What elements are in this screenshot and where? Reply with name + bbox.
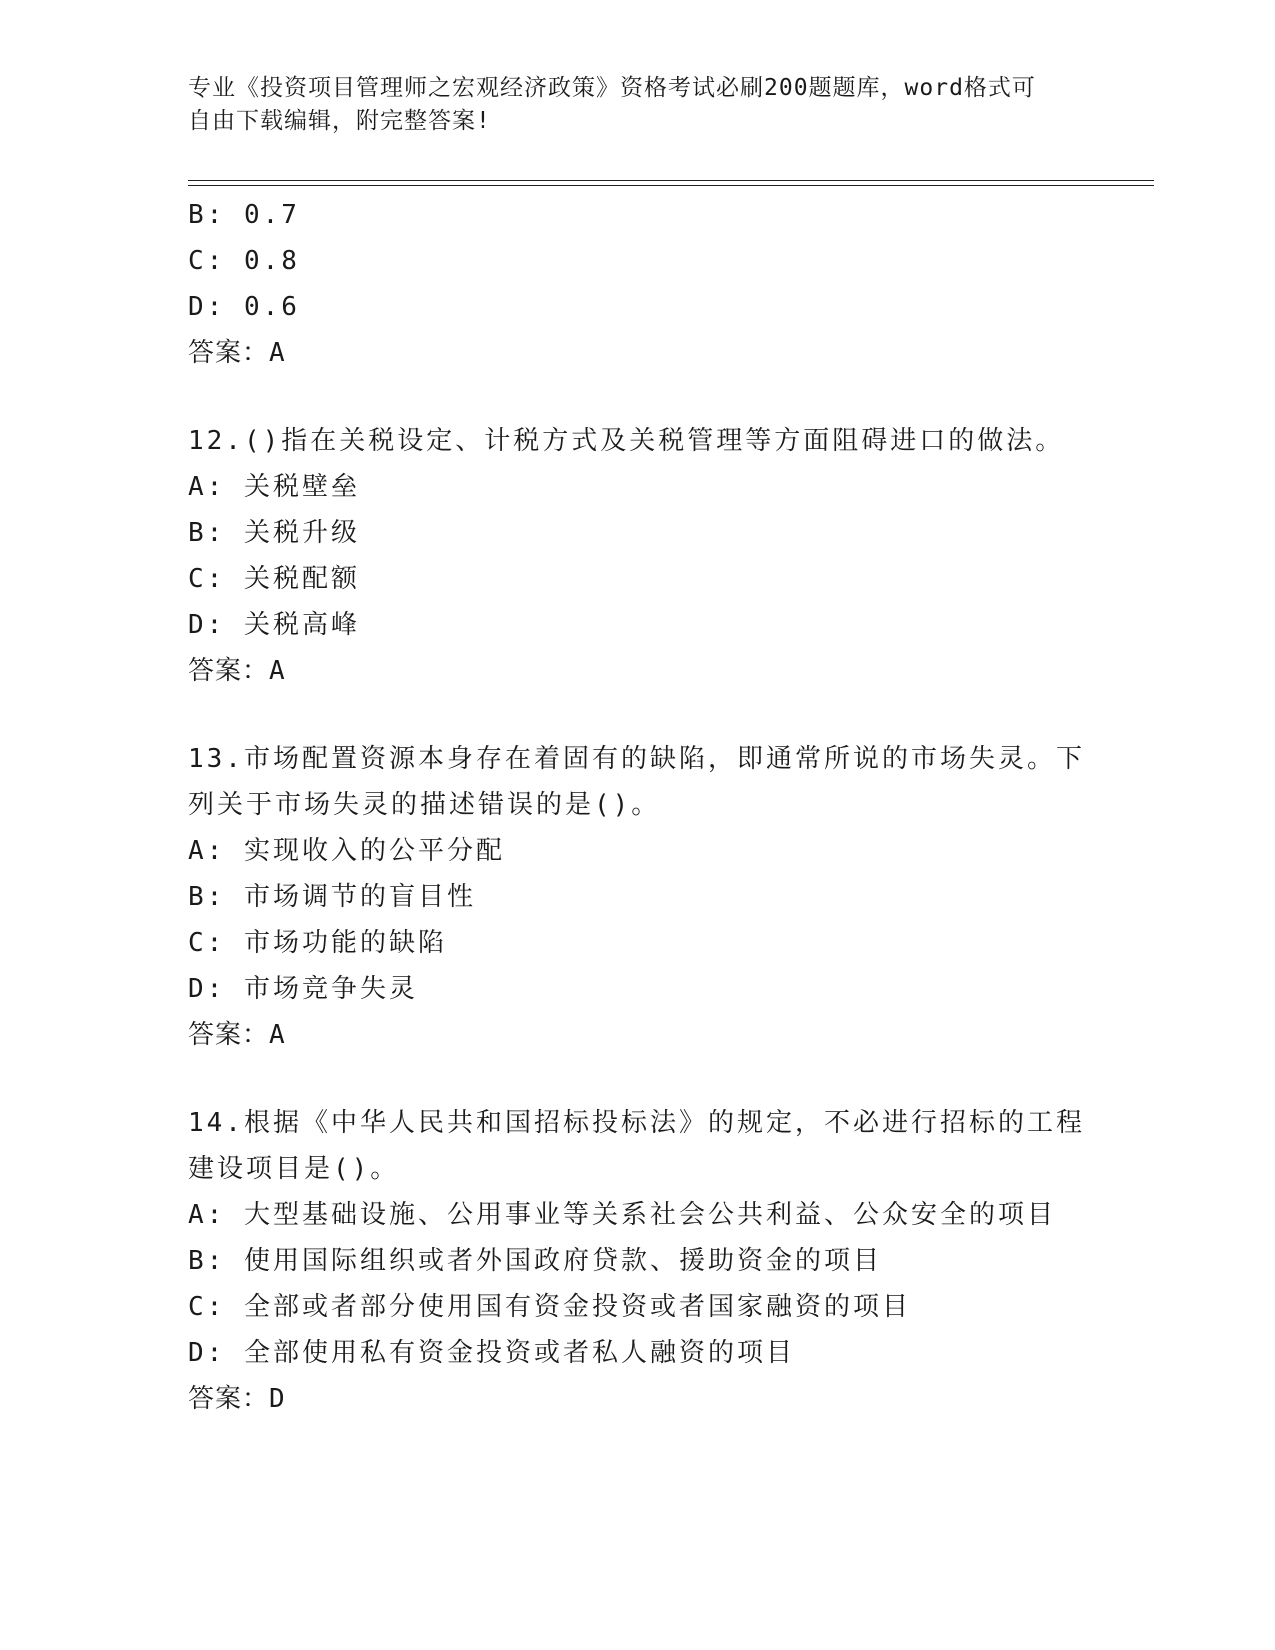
header-divider-bottom	[188, 185, 1154, 186]
option-c: C: 市场功能的缺陷	[188, 928, 447, 958]
question-text-line: 建设项目是()。	[188, 1154, 400, 1184]
option-b: B: 市场调节的盲目性	[188, 882, 476, 912]
option-d: D: 全部使用私有资金投资或者私人融资的项目	[188, 1338, 795, 1368]
option-c: C: 0.8	[188, 246, 300, 276]
question-text-line: 14.根据《中华人民共和国招标投标法》的规定，不必进行招标的工程	[188, 1108, 1085, 1138]
header-divider-top	[188, 180, 1154, 181]
answer-line: 答案：A	[188, 338, 286, 368]
question-13	[188, 736, 1088, 1058]
option-b: B: 关税升级	[188, 518, 360, 548]
header-title-line-1: 专业《投资项目管理师之宏观经济政策》资格考试必刷200题题库，word格式可	[188, 75, 1036, 101]
question-text	[188, 418, 1088, 464]
document-header	[188, 72, 1088, 138]
option-d: D: 0.6	[188, 292, 300, 322]
question-14	[188, 1100, 1088, 1422]
header-title-line-2: 自由下载编辑，附完整答案!	[188, 108, 491, 134]
question-text	[188, 1100, 1088, 1192]
option-c: C: 全部或者部分使用国有资金投资或者国家融资的项目	[188, 1292, 911, 1322]
answer-line: 答案：A	[188, 1020, 286, 1050]
option-a: A: 大型基础设施、公用事业等关系社会公共利益、公众安全的项目	[188, 1200, 1056, 1230]
option-a: A: 关税壁垒	[188, 472, 360, 502]
question-text-line: 12.()指在关税设定、计税方式及关税管理等方面阻碍进口的做法。	[188, 426, 1065, 456]
option-b: B: 使用国际组织或者外国政府贷款、援助资金的项目	[188, 1246, 882, 1276]
question-12	[188, 418, 1088, 694]
option-b: B: 0.7	[188, 200, 300, 230]
question-11-continued	[188, 192, 1088, 376]
answer-line: 答案：D	[188, 1384, 286, 1414]
question-text-line: 13.市场配置资源本身存在着固有的缺陷，即通常所说的市场失灵。下	[188, 744, 1085, 774]
option-d: D: 关税高峰	[188, 610, 360, 640]
option-d: D: 市场竞争失灵	[188, 974, 418, 1004]
question-content	[188, 192, 1088, 1422]
option-c: C: 关税配额	[188, 564, 360, 594]
answer-line: 答案：A	[188, 656, 286, 686]
option-a: A: 实现收入的公平分配	[188, 836, 505, 866]
question-text	[188, 736, 1088, 828]
question-text-line: 列关于市场失灵的描述错误的是()。	[188, 790, 661, 820]
